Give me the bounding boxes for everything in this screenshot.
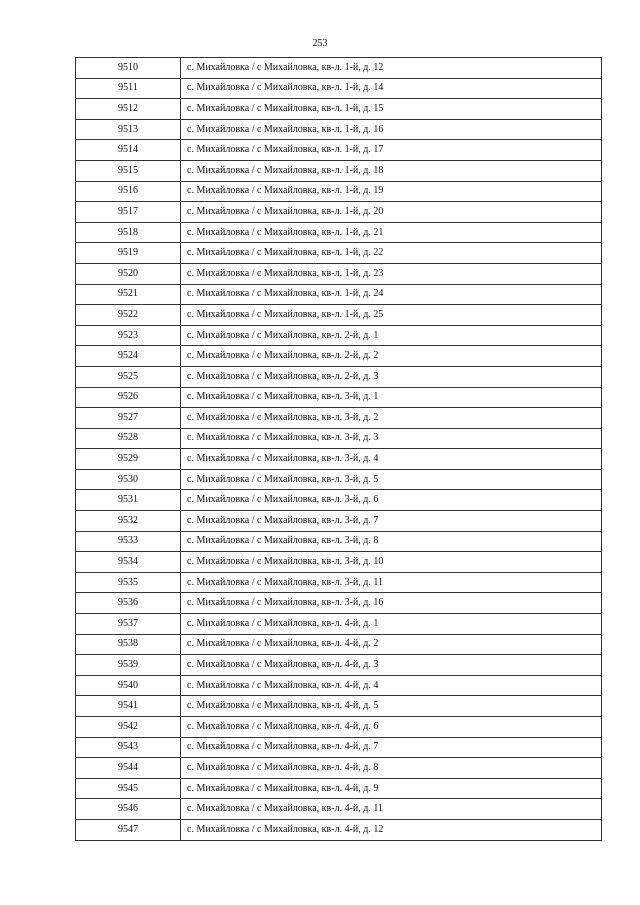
row-number-cell: 9515 [76,160,181,181]
table-row [76,511,602,532]
row-number-cell: 9532 [76,511,181,532]
table-row [76,717,602,738]
row-number-cell: 9534 [76,552,181,573]
address-cell: с. Михайловка / с Михайловка, кв-л. 3-й, д. 7 [181,511,602,532]
address-cell: с. Михайловка / с Михайловка, кв-л. 1-й, д. 24 [181,284,602,305]
row-number-cell: 9525 [76,366,181,387]
row-number-cell: 9527 [76,408,181,429]
address-table [75,57,602,841]
table-row [76,222,602,243]
row-number-cell: 9528 [76,428,181,449]
table-row [76,778,602,799]
row-number-cell: 9514 [76,140,181,161]
address-cell: с. Михайловка / с Михайловка, кв-л. 4-й, д. 3 [181,655,602,676]
page-number: 253 [312,38,328,49]
table-row [76,758,602,779]
table-row [76,140,602,161]
address-cell: с. Михайловка / с Михайловка, кв-л. 1-й, д. 25 [181,305,602,326]
address-cell: с. Михайловка / с Михайловка, кв-л. 4-й, д. 9 [181,778,602,799]
table-row [76,366,602,387]
row-number-cell: 9535 [76,572,181,593]
table-row [76,243,602,264]
row-number-cell: 9533 [76,531,181,552]
table-row [76,346,602,367]
address-cell: с. Михайловка / с Михайловка, кв-л. 1-й, д. 19 [181,181,602,202]
row-number-cell: 9521 [76,284,181,305]
table-row [76,531,602,552]
row-number-cell: 9529 [76,449,181,470]
address-cell: с. Михайловка / с Михайловка, кв-л. 2-й, д. 2 [181,346,602,367]
table-row [76,469,602,490]
address-cell: с. Михайловка / с Михайловка, кв-л. 2-й, д. 1 [181,325,602,346]
row-number-cell: 9537 [76,614,181,635]
table-row [76,284,602,305]
address-cell: с. Михайловка / с Михайловка, кв-л. 1-й, д. 15 [181,99,602,120]
address-cell: с. Михайловка / с Михайловка, кв-л. 4-й, д. 8 [181,758,602,779]
row-number-cell: 9524 [76,346,181,367]
address-cell: с. Михайловка / с Михайловка, кв-л. 1-й, д. 20 [181,202,602,223]
address-cell: с. Михайловка / с Михайловка, кв-л. 1-й, д. 21 [181,222,602,243]
address-cell: с. Михайловка / с Михайловка, кв-л. 4-й, д. 6 [181,717,602,738]
table-row [76,263,602,284]
table-row [76,428,602,449]
table-row [76,614,602,635]
table-row [76,325,602,346]
address-cell: с. Михайловка / с Михайловка, кв-л. 3-й, д. 16 [181,593,602,614]
row-number-cell: 9516 [76,181,181,202]
table-row [76,819,602,840]
address-cell: с. Михайловка / с Михайловка, кв-л. 1-й, д. 12 [181,58,602,79]
table-row [76,675,602,696]
address-cell: с. Михайловка / с Михайловка, кв-л. 3-й, д. 10 [181,552,602,573]
address-table-body [76,58,602,841]
row-number-cell: 9519 [76,243,181,264]
row-number-cell: 9538 [76,634,181,655]
address-cell: с. Михайловка / с Михайловка, кв-л. 3-й, д. 8 [181,531,602,552]
table-row [76,119,602,140]
row-number-cell: 9510 [76,58,181,79]
row-number-cell: 9546 [76,799,181,820]
table-row [76,181,602,202]
table-row [76,58,602,79]
row-number-cell: 9543 [76,737,181,758]
table-row [76,78,602,99]
table-row [76,737,602,758]
row-number-cell: 9513 [76,119,181,140]
address-cell: с. Михайловка / с Михайловка, кв-л. 4-й, д. 7 [181,737,602,758]
table-row [76,696,602,717]
table-row [76,305,602,326]
row-number-cell: 9522 [76,305,181,326]
address-cell: с. Михайловка / с Михайловка, кв-л. 4-й, д. 12 [181,819,602,840]
address-cell: с. Михайловка / с Михайловка, кв-л. 3-й, д. 2 [181,408,602,429]
row-number-cell: 9520 [76,263,181,284]
table-row [76,634,602,655]
row-number-cell: 9545 [76,778,181,799]
address-cell: с. Михайловка / с Михайловка, кв-л. 3-й, д. 4 [181,449,602,470]
table-row [76,387,602,408]
table-row [76,799,602,820]
row-number-cell: 9517 [76,202,181,223]
row-number-cell: 9511 [76,78,181,99]
table-row [76,552,602,573]
row-number-cell: 9536 [76,593,181,614]
address-cell: с. Михайловка / с Михайловка, кв-л. 3-й, д. 6 [181,490,602,511]
table-row [76,490,602,511]
table-row [76,593,602,614]
address-cell: с. Михайловка / с Михайловка, кв-л. 1-й, д. 22 [181,243,602,264]
row-number-cell: 9539 [76,655,181,676]
address-cell: с. Михайловка / с Михайловка, кв-л. 1-й, д. 17 [181,140,602,161]
row-number-cell: 9518 [76,222,181,243]
address-cell: с. Михайловка / с Михайловка, кв-л. 1-й, д. 14 [181,78,602,99]
row-number-cell: 9541 [76,696,181,717]
address-cell: с. Михайловка / с Михайловка, кв-л. 1-й, д. 18 [181,160,602,181]
table-row [76,449,602,470]
row-number-cell: 9530 [76,469,181,490]
row-number-cell: 9540 [76,675,181,696]
address-cell: с. Михайловка / с Михайловка, кв-л. 3-й, д. 5 [181,469,602,490]
address-cell: с. Михайловка / с Михайловка, кв-л. 4-й, д. 11 [181,799,602,820]
row-number-cell: 9512 [76,99,181,120]
address-cell: с. Михайловка / с Михайловка, кв-л. 4-й, д. 2 [181,634,602,655]
address-cell: с. Михайловка / с Михайловка, кв-л. 4-й, д. 1 [181,614,602,635]
table-row [76,160,602,181]
row-number-cell: 9544 [76,758,181,779]
address-cell: с. Михайловка / с Михайловка, кв-л. 3-й, д. 11 [181,572,602,593]
table-row [76,572,602,593]
address-cell: с. Михайловка / с Михайловка, кв-л. 3-й, д. 3 [181,428,602,449]
table-row [76,202,602,223]
address-cell: с. Михайловка / с Михайловка, кв-л. 4-й, д. 5 [181,696,602,717]
row-number-cell: 9531 [76,490,181,511]
address-cell: с. Михайловка / с Михайловка, кв-л. 1-й, д. 16 [181,119,602,140]
table-row [76,408,602,429]
address-cell: с. Михайловка / с Михайловка, кв-л. 2-й, д. 3 [181,366,602,387]
row-number-cell: 9542 [76,717,181,738]
table-row [76,99,602,120]
address-cell: с. Михайловка / с Михайловка, кв-л. 1-й, д. 23 [181,263,602,284]
address-cell: с. Михайловка / с Михайловка, кв-л. 4-й, д. 4 [181,675,602,696]
row-number-cell: 9523 [76,325,181,346]
address-cell: с. Михайловка / с Михайловка, кв-л. 3-й, д. 1 [181,387,602,408]
table-row [76,655,602,676]
row-number-cell: 9547 [76,819,181,840]
row-number-cell: 9526 [76,387,181,408]
